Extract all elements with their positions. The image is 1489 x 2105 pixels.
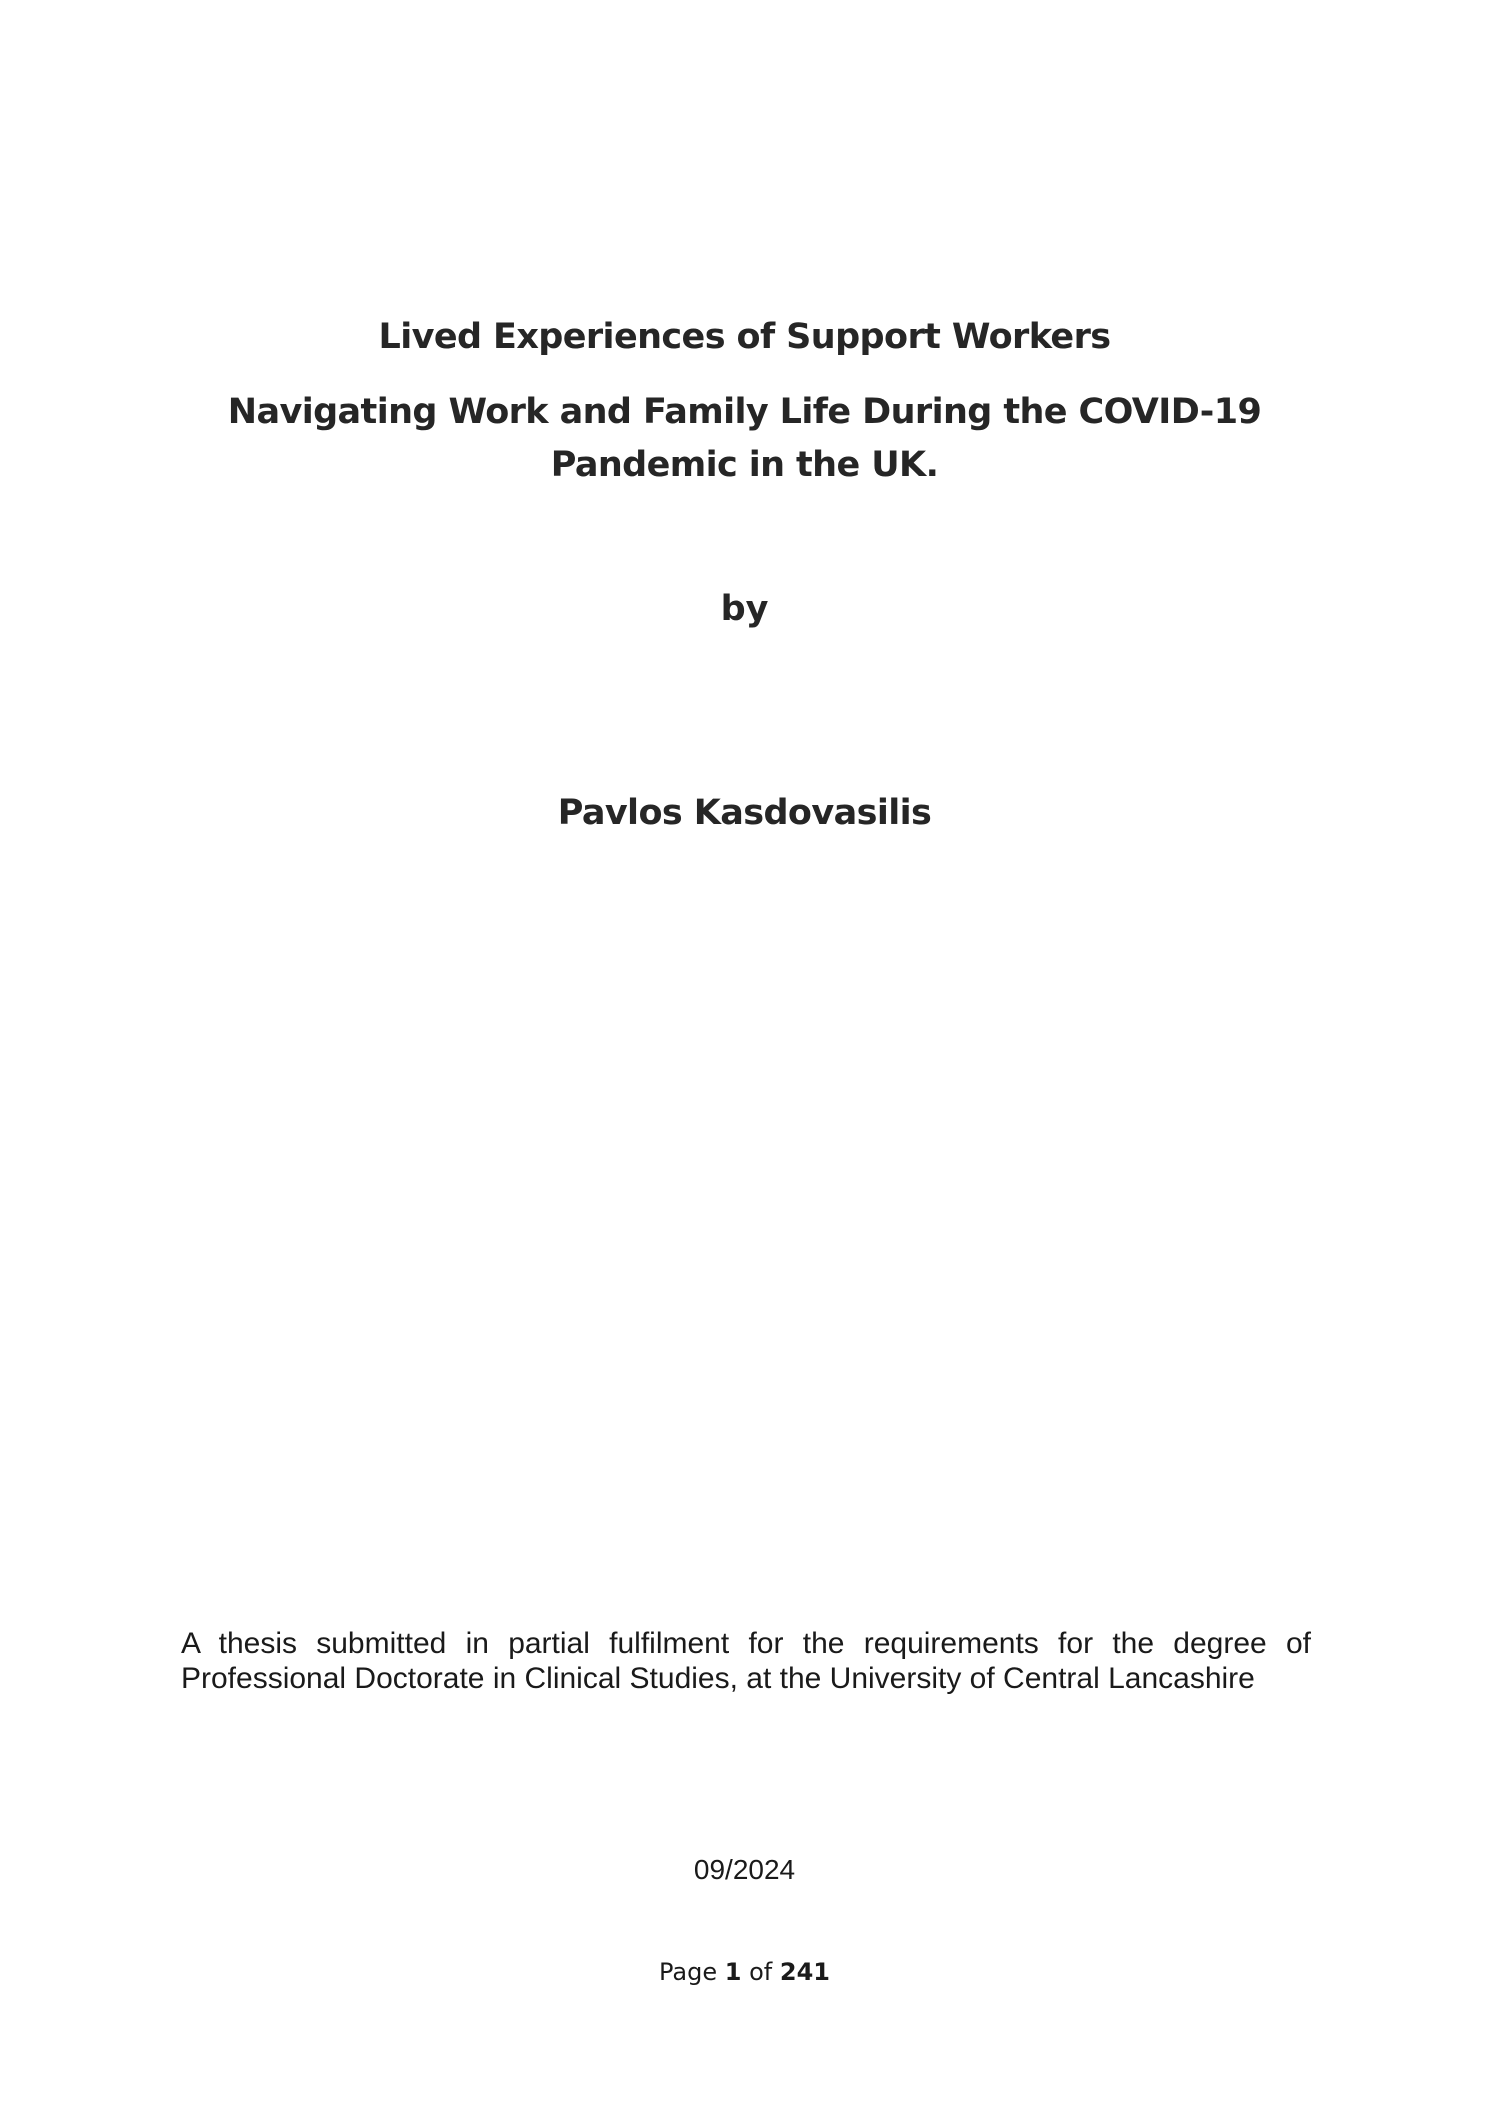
- by-label: by: [720, 589, 769, 629]
- title-line-2: Navigating Work and Family Life During the COVID-19 Pandemic in the UK.: [227, 392, 1262, 485]
- current-page-number: 1: [724, 1958, 742, 1986]
- thesis-statement: A thesis submitted in partial fulfilment for the requirements for the degree of Professional Doctorate in Clinical Studies, at the University of Central Lancashire: [181, 1627, 1311, 1695]
- page-word: Page: [659, 1958, 718, 1986]
- submission-date: 09/2024: [693, 1854, 796, 1885]
- author-name: Pavlos Kasdovasilis: [557, 793, 932, 833]
- page-footer: [0, 1955, 1489, 1989]
- title-line-1: Lived Experiences of Support Workers: [378, 317, 1111, 357]
- of-word: of: [749, 1958, 773, 1986]
- total-pages-number: 241: [779, 1958, 830, 1986]
